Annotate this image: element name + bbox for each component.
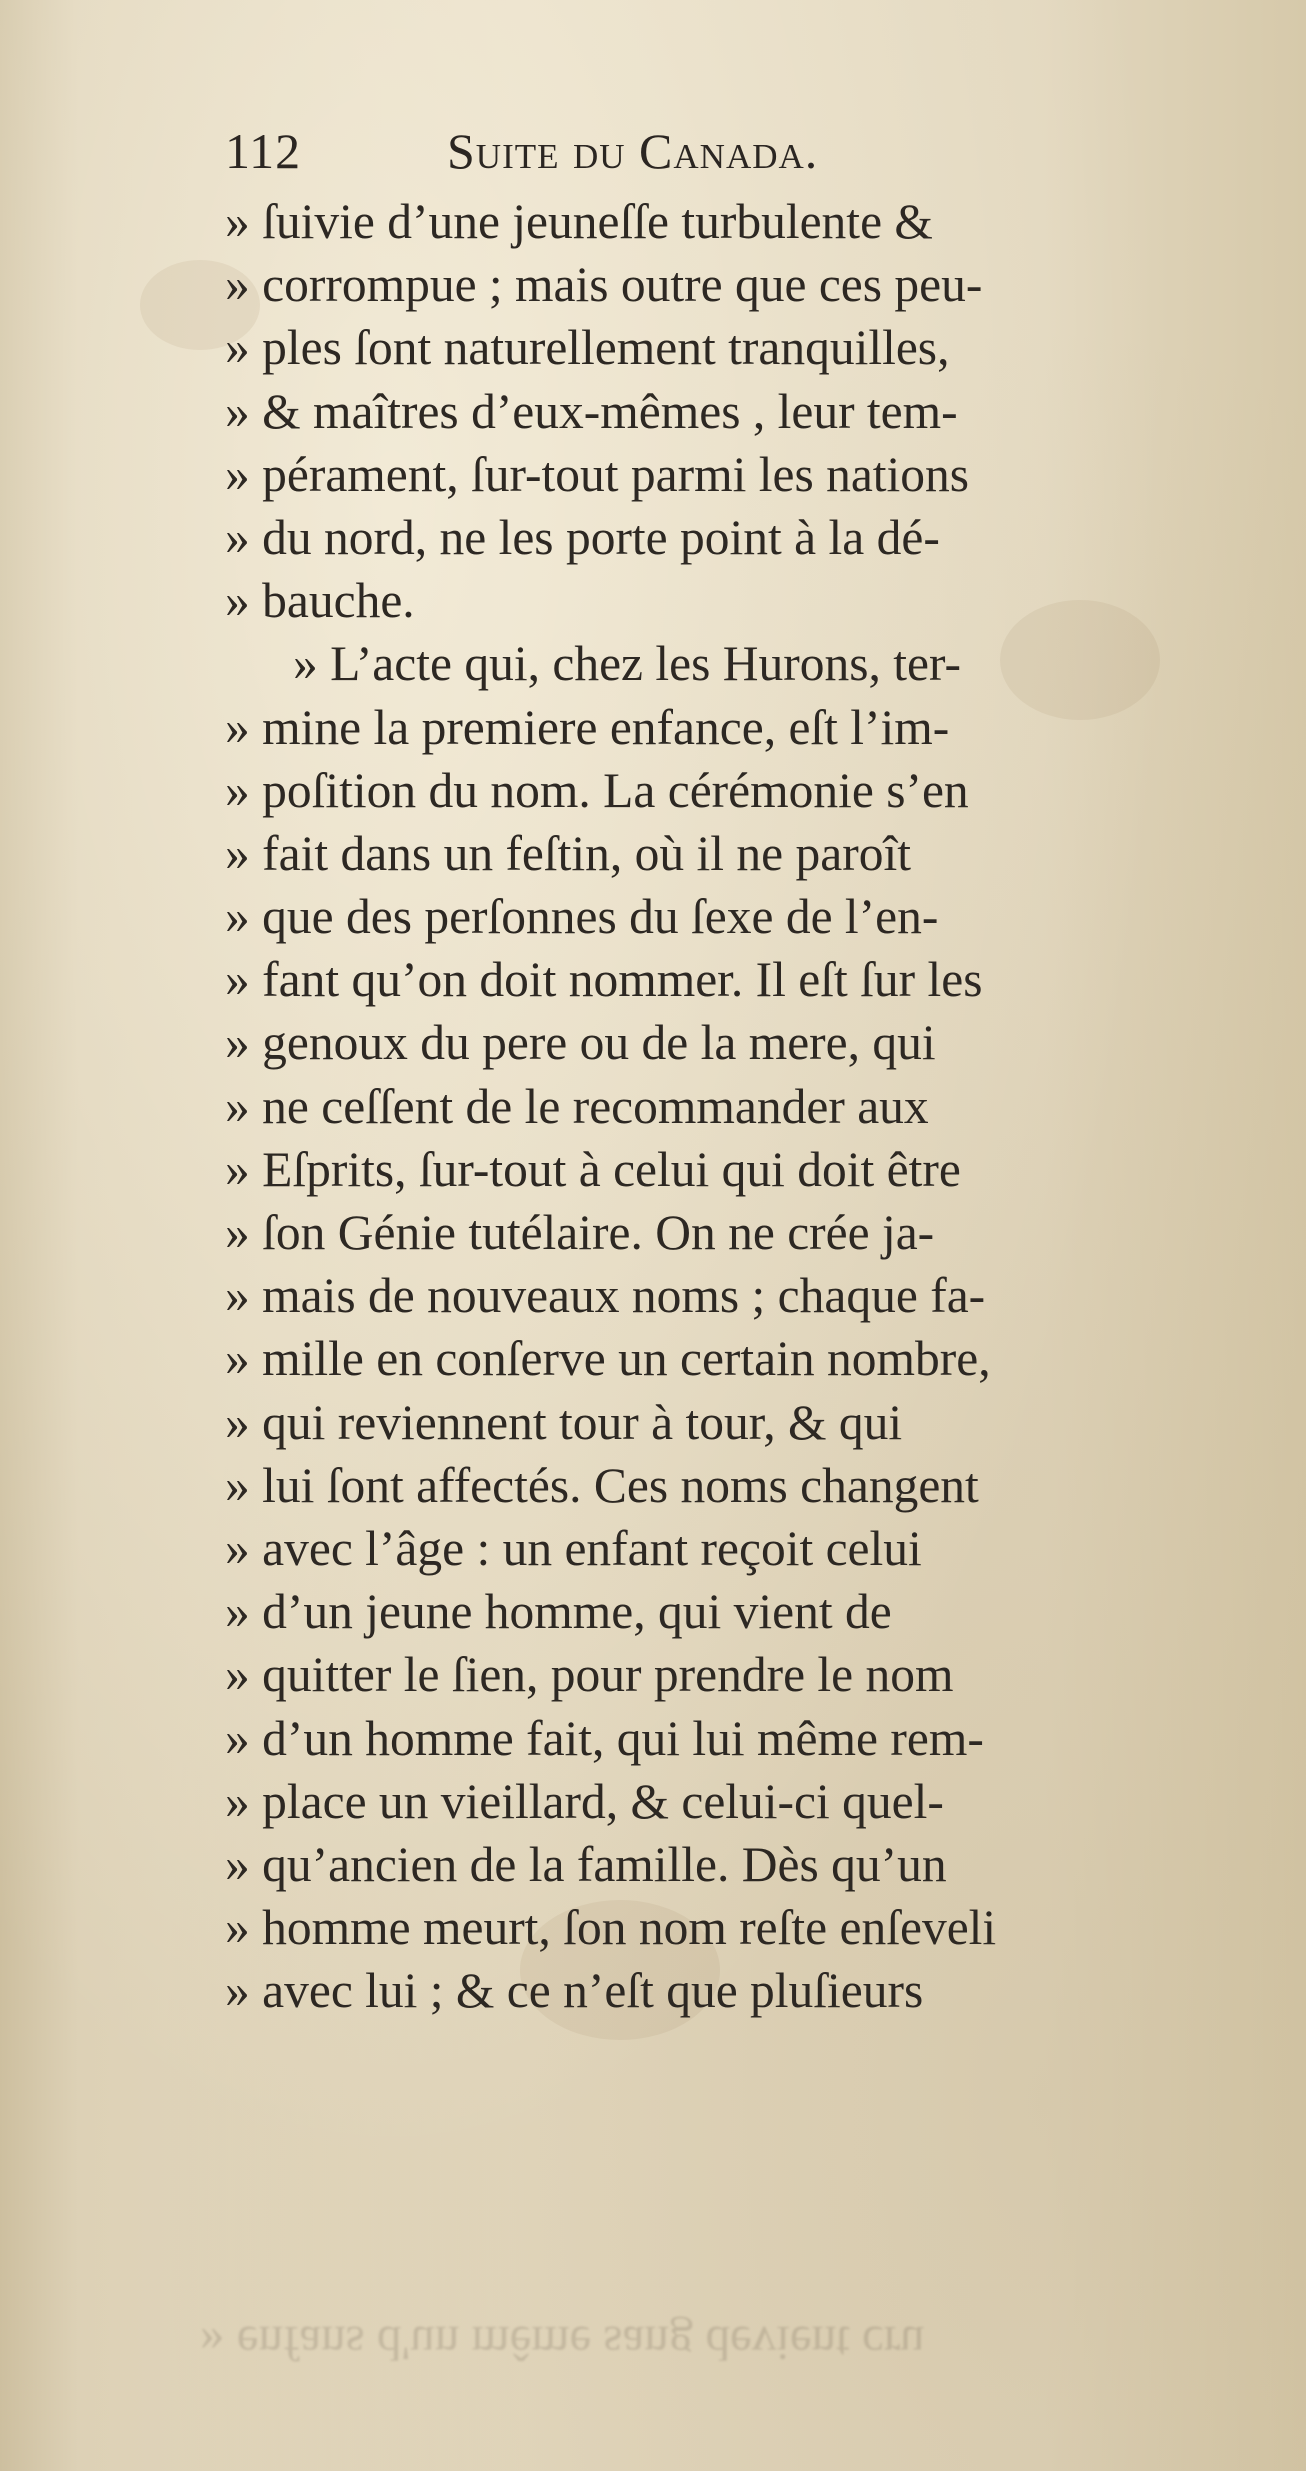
text-line: » quitter le ſien, pour prendre le nom bbox=[225, 1647, 954, 1703]
text-line: » Eſprits, ſur-tout à celui qui doit être bbox=[225, 1141, 961, 1197]
text-line: » fant qu’on doit nommer. Il eſt ſur les bbox=[225, 952, 983, 1008]
text-line: » ſon Génie tutélaire. On ne crée ja- bbox=[225, 1205, 935, 1260]
text-line: » & maîtres d’eux-mêmes , leur tem- bbox=[225, 383, 958, 439]
page-number: 112 bbox=[225, 123, 302, 179]
text-line: » qui reviennent tour à tour, & qui bbox=[225, 1394, 903, 1450]
text-line: » pérament, ſur-tout parmi les nations bbox=[225, 446, 970, 502]
text-line: » mine la premiere enfance, eſt l’im- bbox=[225, 699, 950, 755]
text-line: » que des perſonnes du ſexe de l’en- bbox=[225, 889, 939, 945]
text-line: » du nord, ne les porte point à la dé- bbox=[225, 509, 940, 565]
text-line: » d’un homme fait, qui lui même rem- bbox=[225, 1710, 984, 1766]
text-line: » avec l’âge : un enfant reçoit celui bbox=[225, 1520, 922, 1576]
text-line: » ſuivie d’une jeuneſſe turbulente & bbox=[225, 194, 933, 249]
text-line: » bauche. bbox=[225, 573, 415, 629]
body-text bbox=[225, 190, 1225, 2022]
bleed-through-text: » enfans d'un même sang devient cru bbox=[200, 2316, 925, 2371]
text-line: » avec lui ; & ce n’eſt que pluſieurs bbox=[225, 1963, 924, 2019]
text-line: » poſition du nom. La cérémonie s’en bbox=[225, 762, 969, 818]
text-line: » corrompue ; mais outre que ces peu- bbox=[225, 257, 983, 313]
text-line: » ples ſont naturellement tranquilles, bbox=[225, 320, 950, 376]
running-title: Suite du Canada. bbox=[447, 123, 819, 179]
text-line: » ne ceſſent de le recommander aux bbox=[225, 1078, 929, 1134]
text-line: » fait dans un feſtin, où il ne paroît bbox=[225, 825, 911, 881]
text-line: » qu’ancien de la famille. Dès qu’un bbox=[225, 1836, 947, 1892]
text-line: » L’acte qui, chez les Hurons, ter- bbox=[293, 636, 961, 692]
text-line: » lui ſont affectés. Ces noms changent bbox=[225, 1457, 979, 1513]
text-line: » mille en conſerve un certain nombre, bbox=[225, 1331, 991, 1387]
text-line: » mais de nouveaux noms ; chaque fa- bbox=[225, 1268, 986, 1324]
page-header bbox=[225, 122, 1045, 182]
text-line: » d’un jeune homme, qui vient de bbox=[225, 1584, 892, 1640]
text-line: » place un vieillard, & celui-ci quel- bbox=[225, 1773, 944, 1829]
text-line: » homme meurt, ſon nom reſte enſeveli bbox=[225, 1900, 997, 1956]
text-line: » genoux du pere ou de la mere, qui bbox=[225, 1015, 936, 1071]
